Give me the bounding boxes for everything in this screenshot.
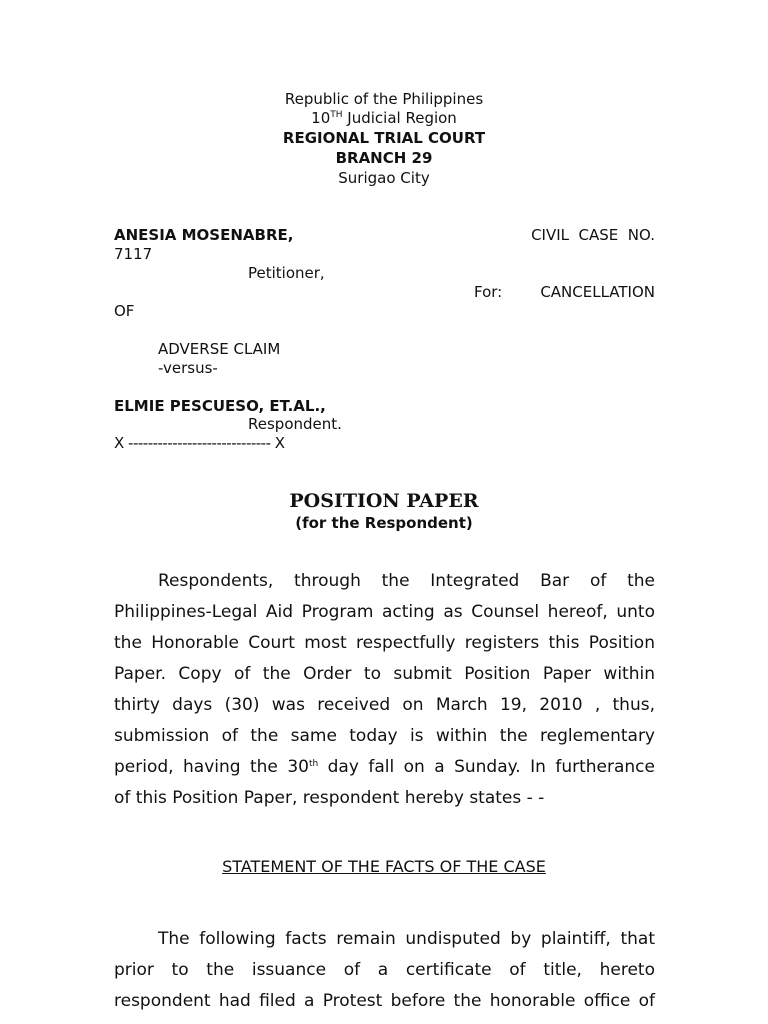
header-region-number: 10 xyxy=(311,109,331,127)
header-branch: BRANCH 29 xyxy=(335,149,433,167)
document-title: POSITION PAPER xyxy=(289,490,479,512)
header-region xyxy=(0,109,768,128)
header-country: Republic of the Philippines xyxy=(284,90,484,108)
paragraph-line: prior to the issuance of a certificate of title, hereto xyxy=(114,960,655,980)
for-label: For: xyxy=(474,283,503,301)
paragraph-intro xyxy=(114,566,655,814)
petitioner-role: Petitioner, xyxy=(248,264,325,282)
section-heading: STATEMENT OF THE FACTS OF THE CASE xyxy=(222,857,546,876)
paragraph-line: of this Position Paper, respondent hereby states - - xyxy=(114,788,545,808)
paragraph-line xyxy=(114,752,655,783)
header-region-suffix: TH xyxy=(330,110,343,120)
case-label: CIVIL CASE NO. xyxy=(531,226,655,244)
paragraph-line: submission of the same today is within the reglementary xyxy=(114,726,655,746)
case-number: 7117 xyxy=(114,245,153,263)
ordinal-suffix: th xyxy=(308,759,319,769)
paragraph-line: Paper. Copy of the Order to submit Position Paper within xyxy=(114,664,655,684)
of-text: OF xyxy=(114,302,135,320)
document-subtitle: (for the Respondent) xyxy=(295,514,473,532)
paragraph-line: thirty days (30) was received on March 19, 2010 , thus, xyxy=(114,695,655,715)
petitioner-name: ANESIA MOSENABRE, xyxy=(114,226,294,244)
respondent-name: ELMIE PESCUESO, ET.AL., xyxy=(114,397,326,415)
case-nature: ADVERSE CLAIM xyxy=(158,340,281,358)
paragraph-facts xyxy=(114,924,655,1017)
paragraph-line: Respondents, through the Integrated Bar of the xyxy=(158,571,655,591)
paragraph-line: The following facts remain undisputed by plaintiff, that xyxy=(158,929,655,949)
paragraph-line: the Honorable Court most respectfully registers this Position xyxy=(114,633,655,653)
for-value: CANCELLATION xyxy=(540,283,655,301)
respondent-role: Respondent. xyxy=(248,415,342,433)
line-text: day fall on a Sunday. In furtherance xyxy=(318,757,655,777)
versus-text: -versus- xyxy=(158,359,218,377)
paragraph-line: Philippines-Legal Aid Program acting as Counsel hereof, unto xyxy=(114,602,655,622)
header-city: Surigao City xyxy=(338,169,430,187)
caption-separator: X ----------------------------- X xyxy=(114,434,285,452)
paragraph-line: respondent had filed a Protest before the honorable office of xyxy=(114,991,655,1011)
line-text: period, having the 30 xyxy=(114,757,309,777)
header-region-label: Judicial Region xyxy=(342,109,457,127)
header-court: REGIONAL TRIAL COURT xyxy=(282,129,486,147)
